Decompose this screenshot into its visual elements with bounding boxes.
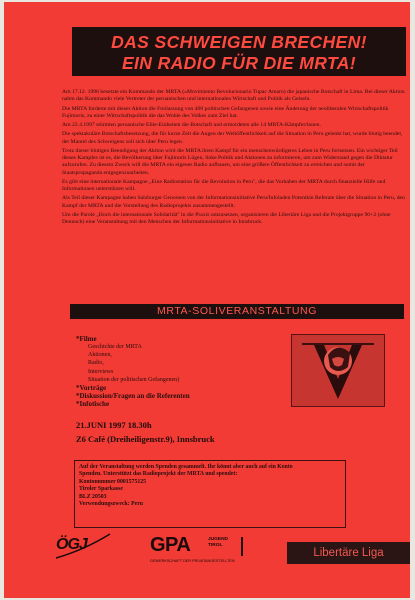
headline-line-1: DAS SCHWEIGEN BRECHEN! [111,32,367,52]
paragraph: Es gibt eine internationale Kampagne „Eine Radiostation für die Revolution in Peru", die das Vorhaben der MRTA durch finanzielle Hilfe und Informationen unterstützen will. [62,178,386,192]
libertaere-liga-logo: Libertäre Liga [287,542,410,564]
account-number: Kontonummer 0001575125 [79,478,147,485]
paragraph: Die spektakuläre Botschaftsbesetzung, die für kurze Zeit die Augen der Weltöffentlichkeit auf die Situation in Peru gelenkt hat, wurde blutig beendet, der Mantel des Schweigens soll sich über Peru legen. [62,131,403,145]
paragraph: Als Teil dieser Kampagne haben Salzburger Genossen von der Informationsinitiative Peru/Infoladen Potemkin Referate über die Situation in Peru, den Kampf der MRTA und die Vorstellung des Radioprojekts zusammengestellt. [62,195,405,209]
oegj-logo [54,530,112,560]
gpa-jugend-text: JUGEND TIROL [208,537,228,548]
flyer-sheet [4,2,410,598]
bank-name: Tiroler Sparkasse [79,486,123,493]
event-banner: MRTA-SOLIVERANSTALTUNG [70,304,404,319]
paragraph: Um die Parole „Hoch die internationale Solidarität" in die Praxis umzusetzen, organisieren die Libertäre Liga und die Projektgruppe 90+2 (ohne Dennoch) eine Veranstaltung mit den Menschen der Informationsinitiative in Innsbruck. [62,211,391,225]
donation-box [74,460,346,528]
event-date: 21.JUNI 1997 18.30h [76,420,152,430]
headline-banner [72,27,406,76]
body-text [62,89,406,228]
program-list [76,335,276,408]
donation-line: Auf der Veranstaltung werden Spenden gesammelt. Ihr könnt aber auch auf ein Konto [79,464,293,470]
program-item-vortraege: *Vorträge [76,384,107,393]
bank-code: BLZ 20503 [79,493,107,500]
mrta-emblem-image [291,334,385,407]
paragraph: Die MRTA forderte mit dieser Aktion die Freilassung von 400 politischen Gefangenen sowie eine Änderung der neoliberalen Wirtschaftspolitik Fujimoris, zu einer Wirtschaftspolitik die das Wohle des Volkes zum Ziel hat. [62,105,389,119]
film-item: Geschichte der MRTA [88,344,142,350]
paragraph: Am 22.4.1997 stürmten peruanische Elite-Einheiten die Botschaft und ermordeten alle 14 MRTA-Kämpfer/innen. [62,122,321,128]
program-item-filme: *Filme [76,335,97,343]
program-item-diskussion: *Diskussion/Fragen an die Referenten [76,392,190,401]
mrta-emblem-icon [292,335,384,406]
film-item: Aktionen, [88,352,112,359]
divider [241,537,243,556]
gpa-subtitle: GEWERKSCHAFT DER PRIVATANGESTELLTEN [150,559,235,563]
donation-purpose: Verwendungszweck: Peru [79,501,144,508]
donation-line: Spenden. Unterstützt das Radioprojekt der MRTA und spendet: [79,471,238,478]
program-item-infotische: *Infotische [76,400,110,409]
paragraph: Trotz dieser blutigen Beendigung der Aktion wird die MRTA ihren Kampf für ein menschenwürdigeres Leben in Peru fortsetzen. Ein wichtiger Teil dieses Kampfes ist es, die Bevölkerung über Fujimoris Lügen, linke Politik und Aktionen zu informieren, um zum Widerstand gegen die Diktatur aufzurufen. Zu diesem Zweck will die MRTA ein eigenes Radio aufbauen, um eine größere Öffentlichkeit zu erreichen und somit der Staatspropaganda entgegenzuarbeiten. [62,147,398,176]
film-item: Interviews [88,368,114,375]
event-venue: Z6 Café (Dreiheiligenstr.9), Innsbruck [76,434,215,444]
oegj-logo-text: ÖGJ [56,536,87,553]
film-item: Situation der politischen Gefangenen) [88,376,180,383]
paragraph: Am 17.12. 1996 besetzte ein Kommando der MRTA (»Movimiento Revolucionario Tupac Amaru) die japanische Botschaft in Lima. Bei dieser Aktion nahm das Kommando viele Vertreter der peruanischen und internationalen Wirtschaft und Politik als Geiseln. [62,89,405,103]
gpa-logo-text: GPA [150,534,191,556]
gpa-logo [150,534,276,568]
headline-line-2: EIN RADIO FÜR DIE MRTA! [121,53,357,73]
film-item: Radio, [88,360,104,367]
